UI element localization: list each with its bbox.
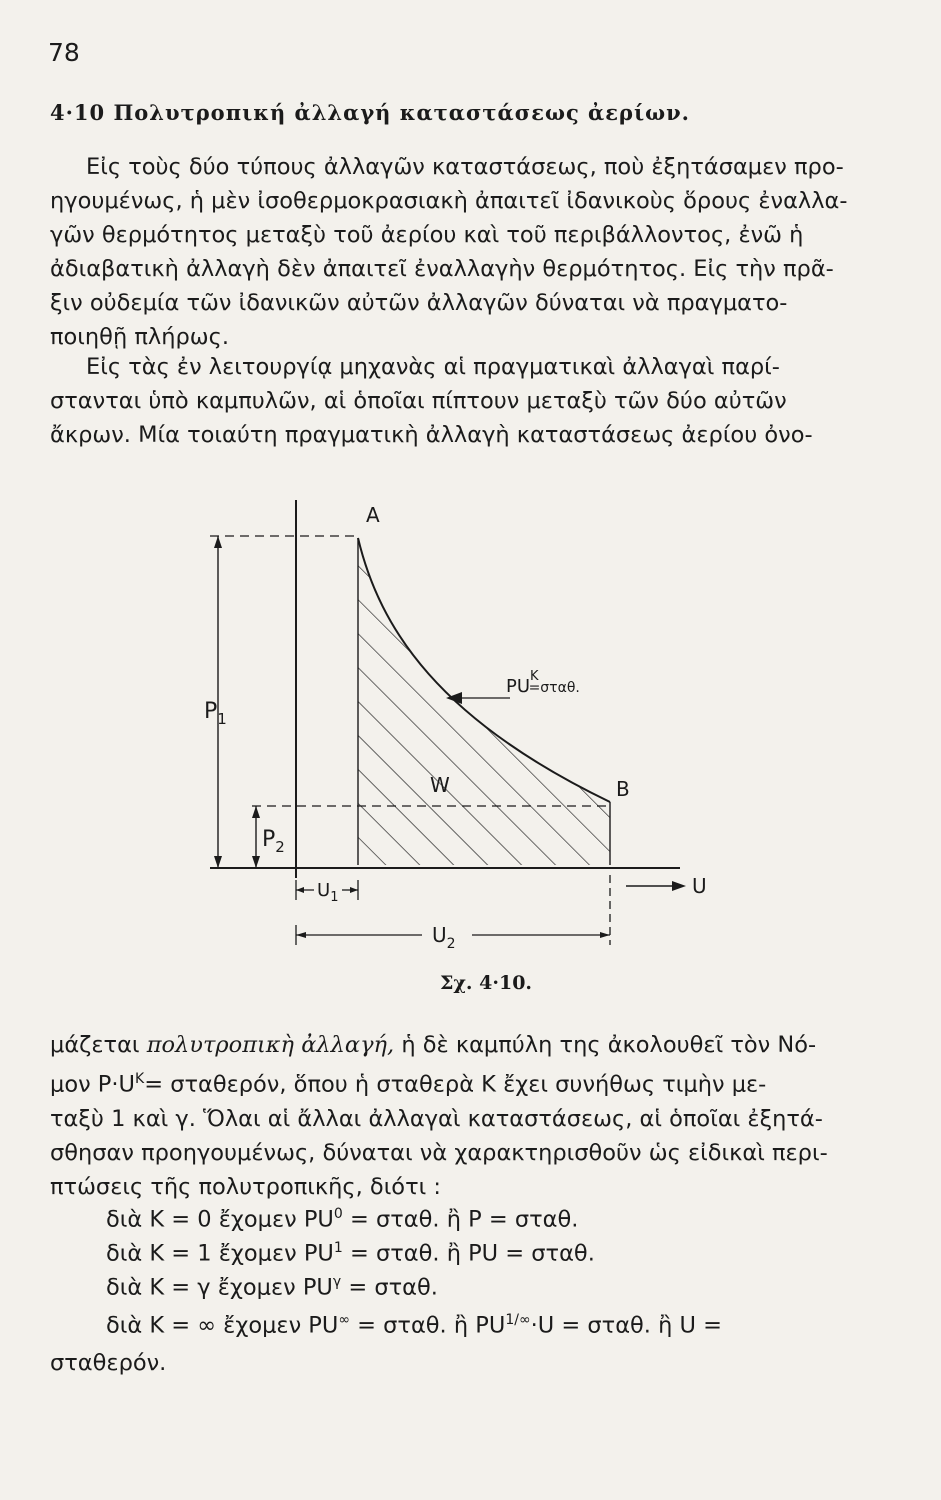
text-run: μον P·U — [50, 1071, 135, 1098]
paragraph-2 — [50, 350, 882, 452]
paragraph-line: ταξὺ 1 καὶ γ. Ὅλαι αἱ ἄλλαι ἀλλαγαὶ καταστάσεως, αἱ ὁποῖαι ἐξητά- — [50, 1105, 823, 1132]
closing-word: σταθερόν. — [50, 1350, 167, 1376]
paragraph-line: ἀδιαβατικὴ ἀλλαγὴ δὲν ἀπαιτεῖ ἐναλλαγὴν θερμότητος. Εἰς τὴν πρᾶ- — [50, 256, 834, 282]
exponent: K — [135, 1071, 145, 1087]
paragraph-line: Εἰς τοὺς δύο τύπους ἀλλαγῶν καταστάσεως, ποὺ ἐξητάσαμεν προ- — [86, 154, 844, 180]
paragraph-line: γῶν θερμότητος μεταξὺ τοῦ ἀερίου καὶ τοῦ περιβάλλοντος, ἐνῶ ἡ — [50, 222, 804, 248]
label-u2: $U_2$ — [432, 923, 456, 952]
text-run: μάζεται — [50, 1032, 147, 1058]
label-p2: $P_2$ — [262, 827, 285, 856]
formula-row: διὰ K = γ ἔχομεν $PU^\gamma = \sigma\tau\alpha\theta$. — [106, 1274, 438, 1301]
text-run: = σταθερόν, ὅπου ἡ σταθερὰ K ἔχει συνήθως τιμὴν με- — [144, 1071, 767, 1098]
formula-row: διὰ K = ∞ ἔχομεν PU∞ = σταθ. ἢ $PU^{1/\infty}\cdot U = \sigma\tau\alpha\theta$. ἢ U = — [106, 1312, 722, 1339]
pv-diagram — [180, 490, 720, 960]
section-heading: 4·10 Πολυτροπική ἀλλαγή καταστάσεως ἀερίων. — [50, 100, 690, 125]
paragraph-line: Εἰς τὰς ἐν λειτουργίᾳ μηχανὰς αἱ πραγματικαὶ ἀλλαγαὶ παρί- — [86, 354, 780, 380]
term-polytropic: πολυτροπικὴ ἀλλαγή, — [146, 1032, 395, 1058]
label-a: A — [366, 503, 380, 527]
figure-caption: Σχ. 4·10. — [440, 972, 533, 994]
text-run: ἡ δὲ καμπύλη της ἀκολουθεῖ τὸν Νό- — [394, 1032, 817, 1058]
paragraph-line: ποιηθῇ πλήρως. — [50, 324, 229, 350]
paragraph-line: στανται ὑπὸ καμπυλῶν, αἱ ὁποῖαι πίπτουν μεταξὺ τῶν δύο αὐτῶν — [50, 388, 787, 414]
page-number: 78 — [48, 38, 80, 67]
curve-law-label: $PU^K =\sigma\tau\alpha\theta$. — [506, 669, 580, 697]
paragraph-1 — [50, 150, 882, 354]
label-b: B — [616, 777, 630, 801]
paragraph-3 — [50, 1028, 882, 1204]
work-area — [358, 538, 610, 865]
label-w: W — [430, 773, 450, 797]
paragraph-line: σθησαν προηγουμένως, δύναται νὰ χαρακτηρισθοῦν ὡς εἰδικαὶ περι- — [50, 1139, 828, 1166]
paragraph-line: ηγουμένως, ἡ μὲν ἰσοθερμοκρασιακὴ ἀπαιτεῖ ἰδανικοὺς ὅρους ἐναλλα- — [50, 188, 848, 214]
label-u-axis: U — [692, 874, 707, 898]
paragraph-line: ἄκρων. Μία τοιαύτη πραγματικὴ ἀλλαγὴ καταστάσεως ἀερίου ὀνο- — [50, 422, 813, 448]
paragraph-line: ξιν οὐδεμία τῶν ἰδανικῶν αὐτῶν ἀλλαγῶν δύναται νὰ πραγματο- — [50, 290, 788, 316]
paragraph-line: πτώσεις τῆς πολυτροπικῆς, διότι : — [50, 1173, 441, 1200]
label-u1: $U_1$ — [317, 880, 339, 905]
formula-row: διὰ K = 0 ἔχομεν $PU^0 = \sigma\tau\alpha\theta$. ἢ P = σταθ. — [106, 1206, 579, 1233]
label-p1: $P_1$ — [204, 699, 227, 728]
formula-row: διὰ K = 1 ἔχομεν $PU^1 = \sigma\tau\alpha\theta$. ἢ PU = σταθ. — [106, 1240, 595, 1267]
